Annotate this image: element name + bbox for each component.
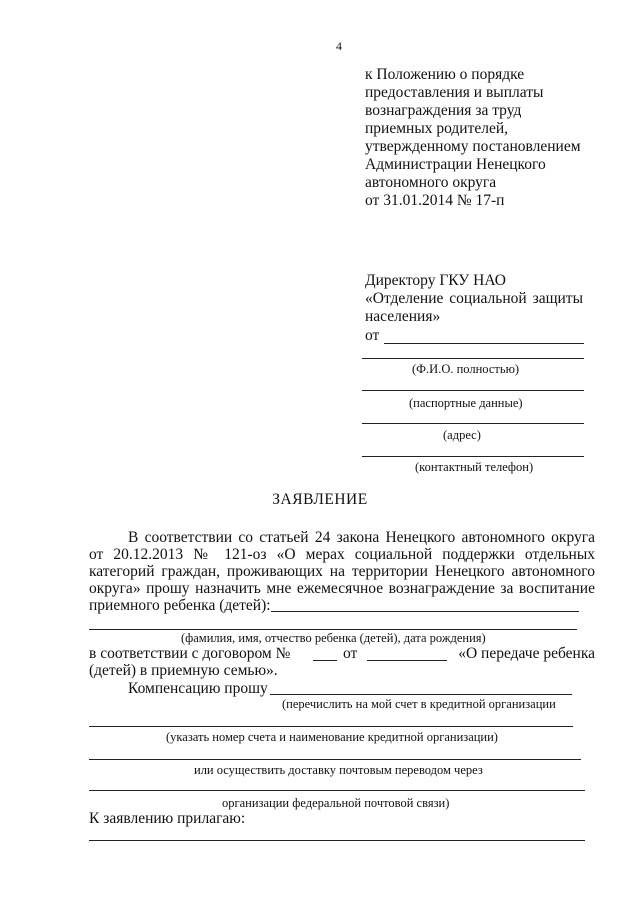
body-line: категорий граждан, проживающих на территории Ненецкого автономного bbox=[89, 563, 595, 580]
appendix-line: приемных родителей, bbox=[365, 120, 509, 137]
contract-label: в соответствии с договором № bbox=[89, 645, 291, 662]
appendix-line: Администрации Ненецкого bbox=[365, 156, 546, 173]
body-line: приемного ребенка (детей): bbox=[89, 597, 271, 614]
bank-caption: (указать номер счета и наименование кредитной организации) bbox=[166, 730, 498, 744]
from-label: от bbox=[365, 327, 380, 344]
body-line: округа» прошу назначить мне ежемесячное вознаграждение за воспитание bbox=[89, 580, 595, 597]
appendix-line: предоставления и выплаты bbox=[365, 84, 544, 101]
compensation-blank[interactable] bbox=[270, 694, 572, 695]
address-blank[interactable] bbox=[362, 423, 584, 424]
contract-title: «О передаче ребенка bbox=[458, 645, 595, 662]
addressee-word: защиты bbox=[532, 290, 583, 307]
post-blank[interactable] bbox=[89, 759, 581, 760]
phone-caption: (контактный телефон) bbox=[415, 460, 534, 474]
post-org-caption: организации федеральной почтовой связи) bbox=[222, 796, 450, 810]
attachments-label: К заявлению прилагаю: bbox=[89, 810, 246, 827]
post-caption: или осуществить доставку почтовым переводом через bbox=[194, 763, 483, 777]
body-line: (детей) в приемную семью». bbox=[89, 662, 278, 679]
addressee-line bbox=[365, 290, 583, 307]
bank-blank[interactable] bbox=[89, 726, 573, 727]
appendix-line: автономного округа bbox=[365, 174, 497, 191]
addressee-line: населения» bbox=[365, 308, 441, 325]
child-caption: (фамилия, имя, отчество ребенка (детей), дата рождения) bbox=[181, 631, 486, 645]
appendix-line: к Положению о порядке bbox=[365, 66, 525, 83]
contract-date-label: от bbox=[343, 645, 358, 662]
addressee-word: социальной bbox=[449, 290, 527, 307]
appendix-line: вознаграждения за труд bbox=[365, 102, 522, 119]
body-line: В соответствии со статьей 24 закона Ненецкого автономного округа bbox=[128, 529, 595, 546]
fio-blank[interactable] bbox=[362, 358, 584, 359]
addressee-line: Директору ГКУ НАО bbox=[365, 272, 506, 289]
contract-date-blank[interactable] bbox=[367, 660, 447, 661]
appendix-line: утвержденному постановлением bbox=[365, 138, 581, 155]
from-blank[interactable] bbox=[384, 343, 584, 344]
passport-caption: (паспортные данные) bbox=[409, 396, 523, 410]
body-line: от 20.12.2013 № 121-оз «О мерах социальной поддержки отдельных bbox=[89, 546, 595, 563]
post-org-blank[interactable] bbox=[89, 790, 585, 791]
address-caption: (адрес) bbox=[443, 428, 481, 442]
addressee-word: «Отделение bbox=[365, 290, 444, 307]
document-title: ЗАЯВЛЕНИЕ bbox=[272, 491, 368, 508]
fio-caption: (Ф.И.О. полностью) bbox=[412, 362, 520, 376]
page-number: 4 bbox=[336, 39, 342, 53]
compensation-label: Компенсацию прошу bbox=[128, 680, 268, 697]
passport-blank[interactable] bbox=[362, 390, 584, 391]
appendix-line: от 31.01.2014 № 17-п bbox=[365, 192, 505, 209]
contract-number-blank[interactable] bbox=[313, 660, 337, 661]
phone-blank[interactable] bbox=[362, 456, 584, 457]
attachments-blank[interactable] bbox=[89, 840, 585, 841]
child-blank-1[interactable] bbox=[271, 611, 579, 612]
account-caption: (перечислить на мой счет в кредитной организации bbox=[282, 697, 556, 711]
